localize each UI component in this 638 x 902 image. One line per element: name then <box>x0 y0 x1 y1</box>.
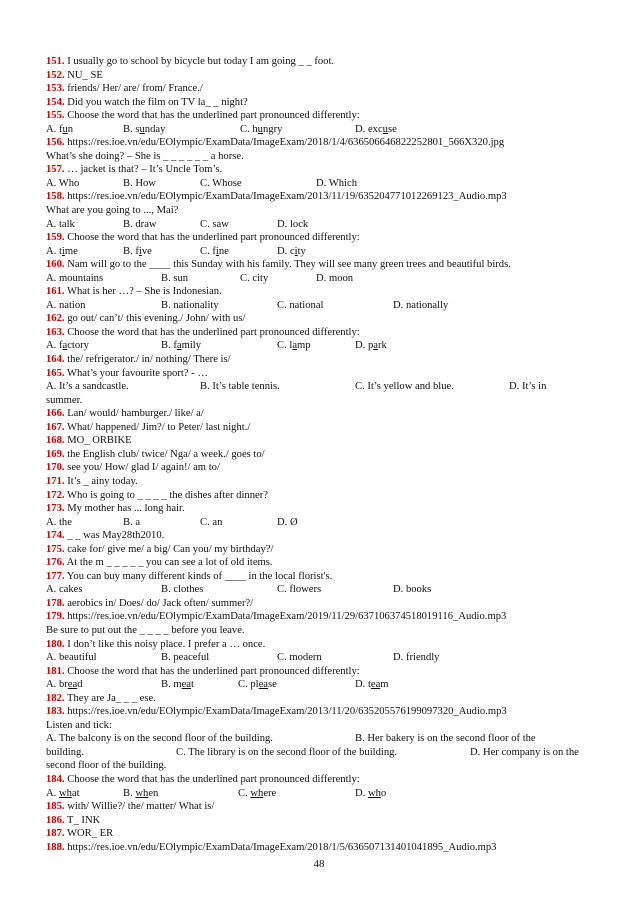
question-text: the English club/ twice/ Nga/ a week./ goes to/ <box>64 448 265 460</box>
question-number: 176. <box>46 557 65 569</box>
question-text: T_ INK <box>64 814 101 826</box>
question-number: 168. <box>46 435 65 447</box>
option-a: A. nation <box>46 299 86 311</box>
question-text: … jacket is that? – It’s Uncle Tom’s. <box>64 164 223 176</box>
question-number: 166. <box>46 408 65 420</box>
question-177-options <box>46 583 594 597</box>
option-b: B. when <box>123 787 159 799</box>
question-156 <box>46 136 594 150</box>
option-b: B. peaceful <box>161 652 210 664</box>
question-number: 182. <box>46 692 65 704</box>
question-170 <box>46 461 594 475</box>
question-number: 187. <box>46 828 65 840</box>
page-number: 48 <box>313 858 325 870</box>
question-text: My mother has ... long hair. <box>64 503 185 515</box>
question-text: https://res.ioe.vn/edu/EOlympic/ExamData/ImageExam/2019/11/29/637106374518019116_Audio.mp3 <box>64 611 507 623</box>
question-text: cake for/ give me/ a big/ Can you/ my birthday?/ <box>64 543 274 555</box>
option-c: C. Whose <box>200 177 242 189</box>
option-d: D. team <box>355 679 389 691</box>
question-text: Who is going to _ _ _ _ the dishes after dinner? <box>64 489 268 501</box>
question-text: What’s your favourite sport? - … <box>64 367 208 379</box>
question-number: 163. <box>46 326 65 338</box>
option-b-continued: building. <box>46 746 84 758</box>
option-a: A. time <box>46 245 78 257</box>
question-160-options <box>46 272 594 286</box>
question-text: Choose the word that has the underlined part pronounced differently: <box>64 665 360 677</box>
question-text: Did you watch the film on TV la_ _ night? <box>64 96 248 108</box>
option-a: A. The balcony is on the second floor of the building. <box>46 733 273 745</box>
option-d: D. Ø <box>277 516 298 528</box>
question-185 <box>46 800 594 814</box>
question-163 <box>46 326 594 340</box>
option-d: D. moon <box>316 272 354 284</box>
question-183-options-row1 <box>46 732 594 746</box>
question-number: 172. <box>46 489 65 501</box>
question-177 <box>46 570 594 584</box>
question-153 <box>46 82 594 96</box>
question-179-prompt: Be sure to put out the _ _ _ _ before you leave. <box>46 624 245 636</box>
option-d: D. excuse <box>355 123 397 135</box>
question-186 <box>46 814 594 828</box>
option-a: A. Who <box>46 177 80 189</box>
option-d: D. Which <box>316 177 357 189</box>
question-183 <box>46 705 594 719</box>
option-d: D. city <box>277 245 306 257</box>
option-a: A. the <box>46 516 72 528</box>
question-165-options <box>46 380 594 394</box>
question-number: 186. <box>46 814 65 826</box>
question-180 <box>46 638 594 652</box>
question-text: https://res.ioe.vn/edu/EOlympic/ExamData/ImageExam/2018/1/4/636506646822252801_566X320.jpg <box>64 137 505 149</box>
option-b: B. family <box>161 340 202 352</box>
question-text: Choose the word that has the underlined part pronounced differently: <box>64 232 360 244</box>
option-d: D. Her company is on the <box>470 746 579 758</box>
question-text: MO_ ORBIKE <box>64 435 132 447</box>
question-number: 162. <box>46 313 65 325</box>
question-174 <box>46 529 594 543</box>
option-a: A. beautiful <box>46 652 97 664</box>
question-text: Nam will go to the ____ this Sunday with his family. They will see many green trees and beautiful birds. <box>64 259 511 271</box>
option-d: D. books <box>393 584 432 596</box>
question-text: You can buy many different kinds of ____ in the local florist's. <box>64 570 333 582</box>
question-number: 184. <box>46 773 65 785</box>
question-164 <box>46 353 594 367</box>
question-number: 152. <box>46 69 65 81</box>
question-number: 177. <box>46 570 65 582</box>
option-c: C. hungry <box>240 123 283 135</box>
option-c: C. an <box>200 516 223 528</box>
question-text: At the m _ _ _ _ _ you can see a lot of old items. <box>64 557 273 569</box>
option-b: B. five <box>123 245 152 257</box>
option-a: A. mountains <box>46 272 104 284</box>
option-a: A. fun <box>46 123 74 135</box>
question-text: aerobics in/ Does/ do/ Jack often/ summer?/ <box>64 597 254 609</box>
question-text: Choose the word that has the underlined part pronounced differently: <box>64 326 360 338</box>
question-text: https://res.ioe.vn/edu/EOlympic/ExamData/ImageExam/2013/11/19/635204771012269123_Audio.mp3 <box>64 191 507 203</box>
option-c: C. saw <box>200 218 229 230</box>
question-188 <box>46 841 594 855</box>
option-c: C. fine <box>200 245 229 257</box>
option-a: A. what <box>46 787 80 799</box>
question-text: the/ refrigerator./ in/ nothing/ There is/ <box>64 354 231 366</box>
question-number: 153. <box>46 83 65 95</box>
question-169 <box>46 448 594 462</box>
question-list <box>46 55 594 854</box>
question-157-options <box>46 177 594 191</box>
question-number: 179. <box>46 611 65 623</box>
question-155-options <box>46 123 594 137</box>
question-number: 156. <box>46 137 65 149</box>
question-151 <box>46 55 594 69</box>
question-text: I usually go to school by bicycle but today I am going _ _ foot. <box>64 56 335 67</box>
question-165-continued: summer. <box>46 394 83 406</box>
question-number: 181. <box>46 665 65 677</box>
question-166 <box>46 407 594 421</box>
option-c: C. lamp <box>277 340 311 352</box>
option-c: C. city <box>240 272 269 284</box>
question-157 <box>46 163 594 177</box>
option-b: B. sunday <box>123 123 166 135</box>
option-d: D. nationally <box>393 299 449 311</box>
question-179 <box>46 610 594 624</box>
question-number: 180. <box>46 638 65 650</box>
question-number: 170. <box>46 462 65 474</box>
question-178 <box>46 597 594 611</box>
question-text: with/ Willie?/ the/ matter/ What is/ <box>64 801 215 813</box>
option-c: C. flowers <box>277 584 322 596</box>
question-155 <box>46 109 594 123</box>
question-172 <box>46 489 594 503</box>
question-182 <box>46 692 594 706</box>
question-161 <box>46 285 594 299</box>
question-text: It’s _ ainy today. <box>64 475 138 487</box>
option-b: B. clothes <box>161 584 204 596</box>
option-a: A. factory <box>46 340 89 352</box>
question-160 <box>46 258 594 272</box>
question-181-options <box>46 678 594 692</box>
option-d: D. It’s in <box>509 381 547 393</box>
question-number: 167. <box>46 421 65 433</box>
question-number: 174. <box>46 530 65 542</box>
question-text: Lan/ would/ hamburger./ like/ a/ <box>64 408 204 420</box>
option-c: C. modern <box>277 652 322 664</box>
option-c: C. The library is on the second floor of the building. <box>176 746 398 758</box>
question-156-prompt: What’s she doing? – She is _ _ _ _ _ _ a horse. <box>46 150 244 162</box>
option-d: D. who <box>355 787 387 799</box>
question-175 <box>46 543 594 557</box>
question-number: 169. <box>46 448 65 460</box>
question-184-options <box>46 787 594 801</box>
question-187 <box>46 827 594 841</box>
question-158-options <box>46 218 594 232</box>
question-number: 165. <box>46 367 65 379</box>
question-number: 188. <box>46 841 65 853</box>
question-text: https://res.ioe.vn/edu/EOlympic/ExamData/ImageExam/2018/1/5/636507131401041895_Audio.mp3 <box>64 841 497 853</box>
option-b: B. It’s table tennis. <box>200 381 280 393</box>
question-154 <box>46 96 594 110</box>
question-number: 154. <box>46 96 65 108</box>
option-b: B. a <box>123 516 141 528</box>
question-number: 161. <box>46 286 65 298</box>
question-181 <box>46 665 594 679</box>
question-168 <box>46 434 594 448</box>
question-number: 183. <box>46 706 65 718</box>
question-number: 175. <box>46 543 65 555</box>
question-number: 185. <box>46 801 65 813</box>
option-d: D. friendly <box>393 652 440 664</box>
question-number: 159. <box>46 232 65 244</box>
option-b: B. draw <box>123 218 157 230</box>
option-c: C. It’s yellow and blue. <box>355 381 454 393</box>
question-text: Choose the word that has the underlined part pronounced differently: <box>64 110 360 122</box>
question-number: 158. <box>46 191 65 203</box>
question-159-options <box>46 245 594 259</box>
option-c: C. please <box>238 679 277 691</box>
question-152 <box>46 69 594 83</box>
option-d-continued: second floor of the building. <box>46 760 167 772</box>
question-number: 157. <box>46 164 65 176</box>
question-text: friends/ Her/ are/ from/ France./ <box>64 83 203 95</box>
question-text: https://res.ioe.vn/edu/EOlympic/ExamData/ImageExam/2013/11/20/635205576199097320_Audio.mp3 <box>64 706 507 718</box>
option-b: B. Her bakery is on the second floor of the <box>355 733 536 745</box>
option-b: B. How <box>123 177 156 189</box>
option-d: D. park <box>355 340 387 352</box>
question-183-prompt: Listen and tick: <box>46 719 112 731</box>
question-number: 151. <box>46 56 65 67</box>
option-d: D. lock <box>277 218 309 230</box>
question-text: They are Ja_ _ _ ese. <box>64 692 156 704</box>
question-158 <box>46 190 594 204</box>
question-text: What is her …? – She is Indonesian. <box>64 286 222 298</box>
question-176 <box>46 556 594 570</box>
question-text: I don’t like this noisy place. I prefer a … once. <box>64 638 266 650</box>
question-183-options-row2 <box>46 746 594 760</box>
question-text: see you/ How/ glad I/ again!/ am to/ <box>64 462 220 474</box>
option-c: C. national <box>277 299 324 311</box>
question-159 <box>46 231 594 245</box>
option-a: A. bread <box>46 679 83 691</box>
question-text: What/ happened/ Jim?/ to Peter/ last night./ <box>64 421 251 433</box>
option-a: A. It’s a sandcastle. <box>46 381 129 393</box>
question-162 <box>46 312 594 326</box>
option-b: B. sun <box>161 272 189 284</box>
question-text: WOR_ ER <box>64 828 114 840</box>
question-167 <box>46 421 594 435</box>
question-158-prompt: What are you going to ..., Mai? <box>46 205 179 217</box>
question-number: 173. <box>46 503 65 515</box>
question-180-options <box>46 651 594 665</box>
question-number: 160. <box>46 259 65 271</box>
question-184 <box>46 773 594 787</box>
option-a: A. talk <box>46 218 75 230</box>
question-173 <box>46 502 594 516</box>
question-165 <box>46 367 594 381</box>
question-text: Choose the word that has the underlined part pronounced differently: <box>64 773 360 785</box>
question-163-options <box>46 339 594 353</box>
question-173-options <box>46 516 594 530</box>
question-number: 178. <box>46 597 65 609</box>
option-c: C. where <box>238 787 277 799</box>
question-text: go out/ can’t/ this evening./ John/ with us/ <box>64 313 246 325</box>
question-number: 164. <box>46 354 65 366</box>
option-a: A. cakes <box>46 584 83 596</box>
question-number: 155. <box>46 110 65 122</box>
option-b: B. nationality <box>161 299 219 311</box>
option-b: B. meat <box>161 679 194 691</box>
question-text: NU_ SE <box>64 69 103 81</box>
question-171 <box>46 475 594 489</box>
question-text: _ _ was May28th2010. <box>64 530 165 542</box>
question-161-options <box>46 299 594 313</box>
question-number: 171. <box>46 475 65 487</box>
